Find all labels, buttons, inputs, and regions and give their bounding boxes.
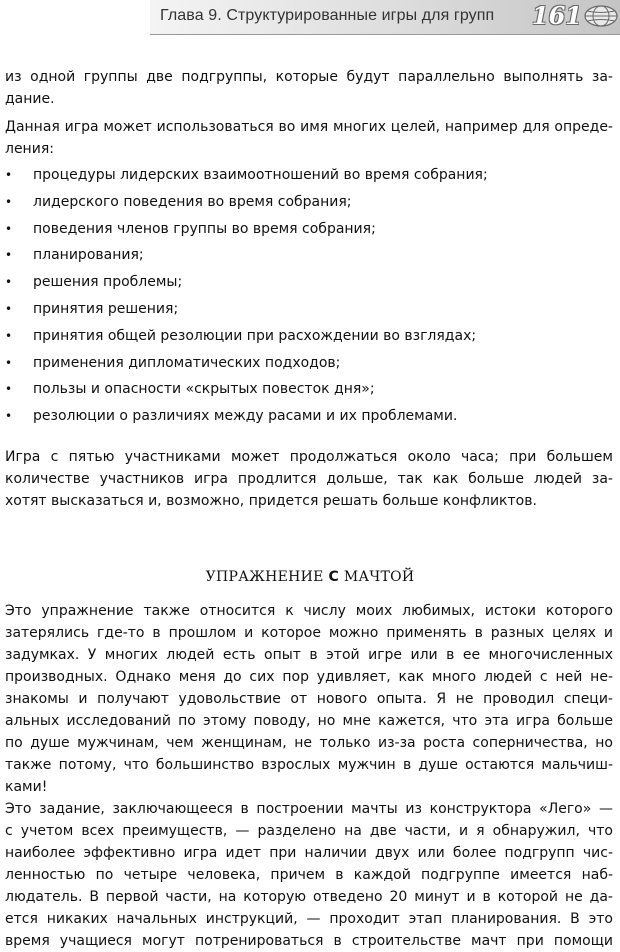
text-line: производных. Однако меня до сих пор удивляет, как много людей с ней не-	[5, 669, 613, 685]
heading-part: МАЧТОЙ	[343, 569, 415, 585]
chapter-title: Глава 9. Структурированные игры для групп	[160, 7, 495, 24]
text-line: ления:	[5, 141, 54, 157]
page-number: 161	[531, 1, 582, 30]
paragraph-exercise	[5, 600, 613, 798]
text-line: дание.	[5, 91, 55, 107]
text-line: из одной группы две подгруппы, которые будут параллельно выполнять за-	[5, 69, 613, 85]
purpose-list	[0, 164, 620, 432]
list-item	[0, 352, 620, 379]
bullet-marker: •	[5, 168, 13, 182]
list-item-text: процедуры лидерских взаимоотношений во время собрания;	[33, 167, 488, 183]
paragraph-task	[5, 798, 613, 952]
text-line: наиболее эффективно игра идет при наличии двух или более подгрупп чис-	[5, 845, 613, 861]
text-line: ется никаких начальных инструкций, — проходит этап планирования. В это	[5, 911, 613, 927]
text-line: количестве участников игра продлится дольше, так как больше людей за-	[5, 471, 613, 487]
text-line: Данная игра может использоваться во имя многих целей, например для опреде-	[5, 119, 613, 135]
list-item-text: решения проблемы;	[33, 274, 183, 291]
paragraph-duration	[5, 446, 613, 512]
list-item	[0, 405, 620, 432]
text-line: хотят высказаться и, возможно, придется решать больше конфликтов.	[5, 493, 537, 509]
running-header	[150, 0, 620, 35]
bullet-marker: •	[5, 382, 13, 397]
bullet-marker: •	[5, 301, 13, 316]
heading-part: С	[328, 569, 340, 585]
paragraph-intro	[5, 66, 613, 110]
list-item-text: пользы и опасности «скрытых повесток дня»;	[33, 381, 375, 398]
paragraph-usage	[5, 116, 613, 160]
list-item	[0, 298, 620, 325]
bullet-marker: •	[5, 194, 13, 209]
list-item-text: применения дипломатических подходов;	[33, 354, 341, 371]
list-item-text: принятия решения;	[33, 300, 179, 317]
heading-part: УПРАЖНЕНИЕ	[205, 569, 324, 585]
bullet-marker: •	[5, 355, 13, 370]
list-item	[0, 218, 620, 245]
bullet-marker: •	[5, 328, 13, 343]
list-item	[0, 164, 620, 191]
list-item	[0, 191, 620, 218]
list-item-text: резолюции о различиях между расами и их проблемами.	[33, 408, 458, 425]
list-item-text: лидерского поведения во время собрания;	[33, 193, 352, 210]
list-item	[0, 271, 620, 298]
list-item	[0, 244, 620, 271]
bullet-marker: •	[5, 221, 13, 236]
text-line: затерялись где-то в прошлом и которое можно применять в разных целях и	[5, 625, 613, 641]
text-line: знакомы и получают удовольствие от нового опыта. Я не проводил специ-	[5, 691, 613, 707]
text-line: время учащиеся могут потренироваться в строительстве мачт при помощи	[5, 933, 613, 949]
text-line: ками!	[5, 779, 48, 795]
globe-icon	[584, 5, 618, 27]
list-item-text: принятия общей резолюции при расхождении во взглядах;	[33, 327, 477, 344]
bullet-marker: •	[5, 248, 13, 263]
text-line: людатель. В первой части, на которую отведено 20 минут и в которой не да-	[5, 889, 613, 905]
text-line: задумках. У многих людей есть опыт в этой игре или в ее многочисленных	[5, 647, 613, 663]
bullet-marker: •	[5, 275, 13, 290]
section-heading	[0, 566, 620, 588]
text-line: альных исследований по этому поводу, но мне кажется, что эта игра больше	[5, 713, 613, 729]
list-item	[0, 325, 620, 352]
text-line: по душе мужчинам, чем женщинам, не только из-за роста соперничества, но	[5, 735, 613, 751]
list-item-text: планирования;	[33, 247, 144, 264]
text-line: Игра с пятью участниками может продолжаться около часа; при большем	[5, 449, 613, 465]
text-line: также потому, что большинство взрослых мужчин в душе остаются мальчиш-	[5, 757, 613, 773]
text-line: Это упражнение также относится к числу моих любимых, истоки которого	[5, 603, 613, 619]
list-item	[0, 378, 620, 405]
text-line: с учетом всех преимуществ, — разделено на две части, и я обнаружил, что	[5, 823, 613, 839]
list-item-text: поведения членов группы во время собрания;	[33, 220, 376, 237]
bullet-marker: •	[5, 409, 13, 424]
text-line: ленностью по четыре человека, причем в каждой подгруппе имеется наб-	[5, 867, 613, 883]
text-line: Это задание, заключающееся в построении мачты из конструктора «Лего» —	[5, 801, 613, 817]
